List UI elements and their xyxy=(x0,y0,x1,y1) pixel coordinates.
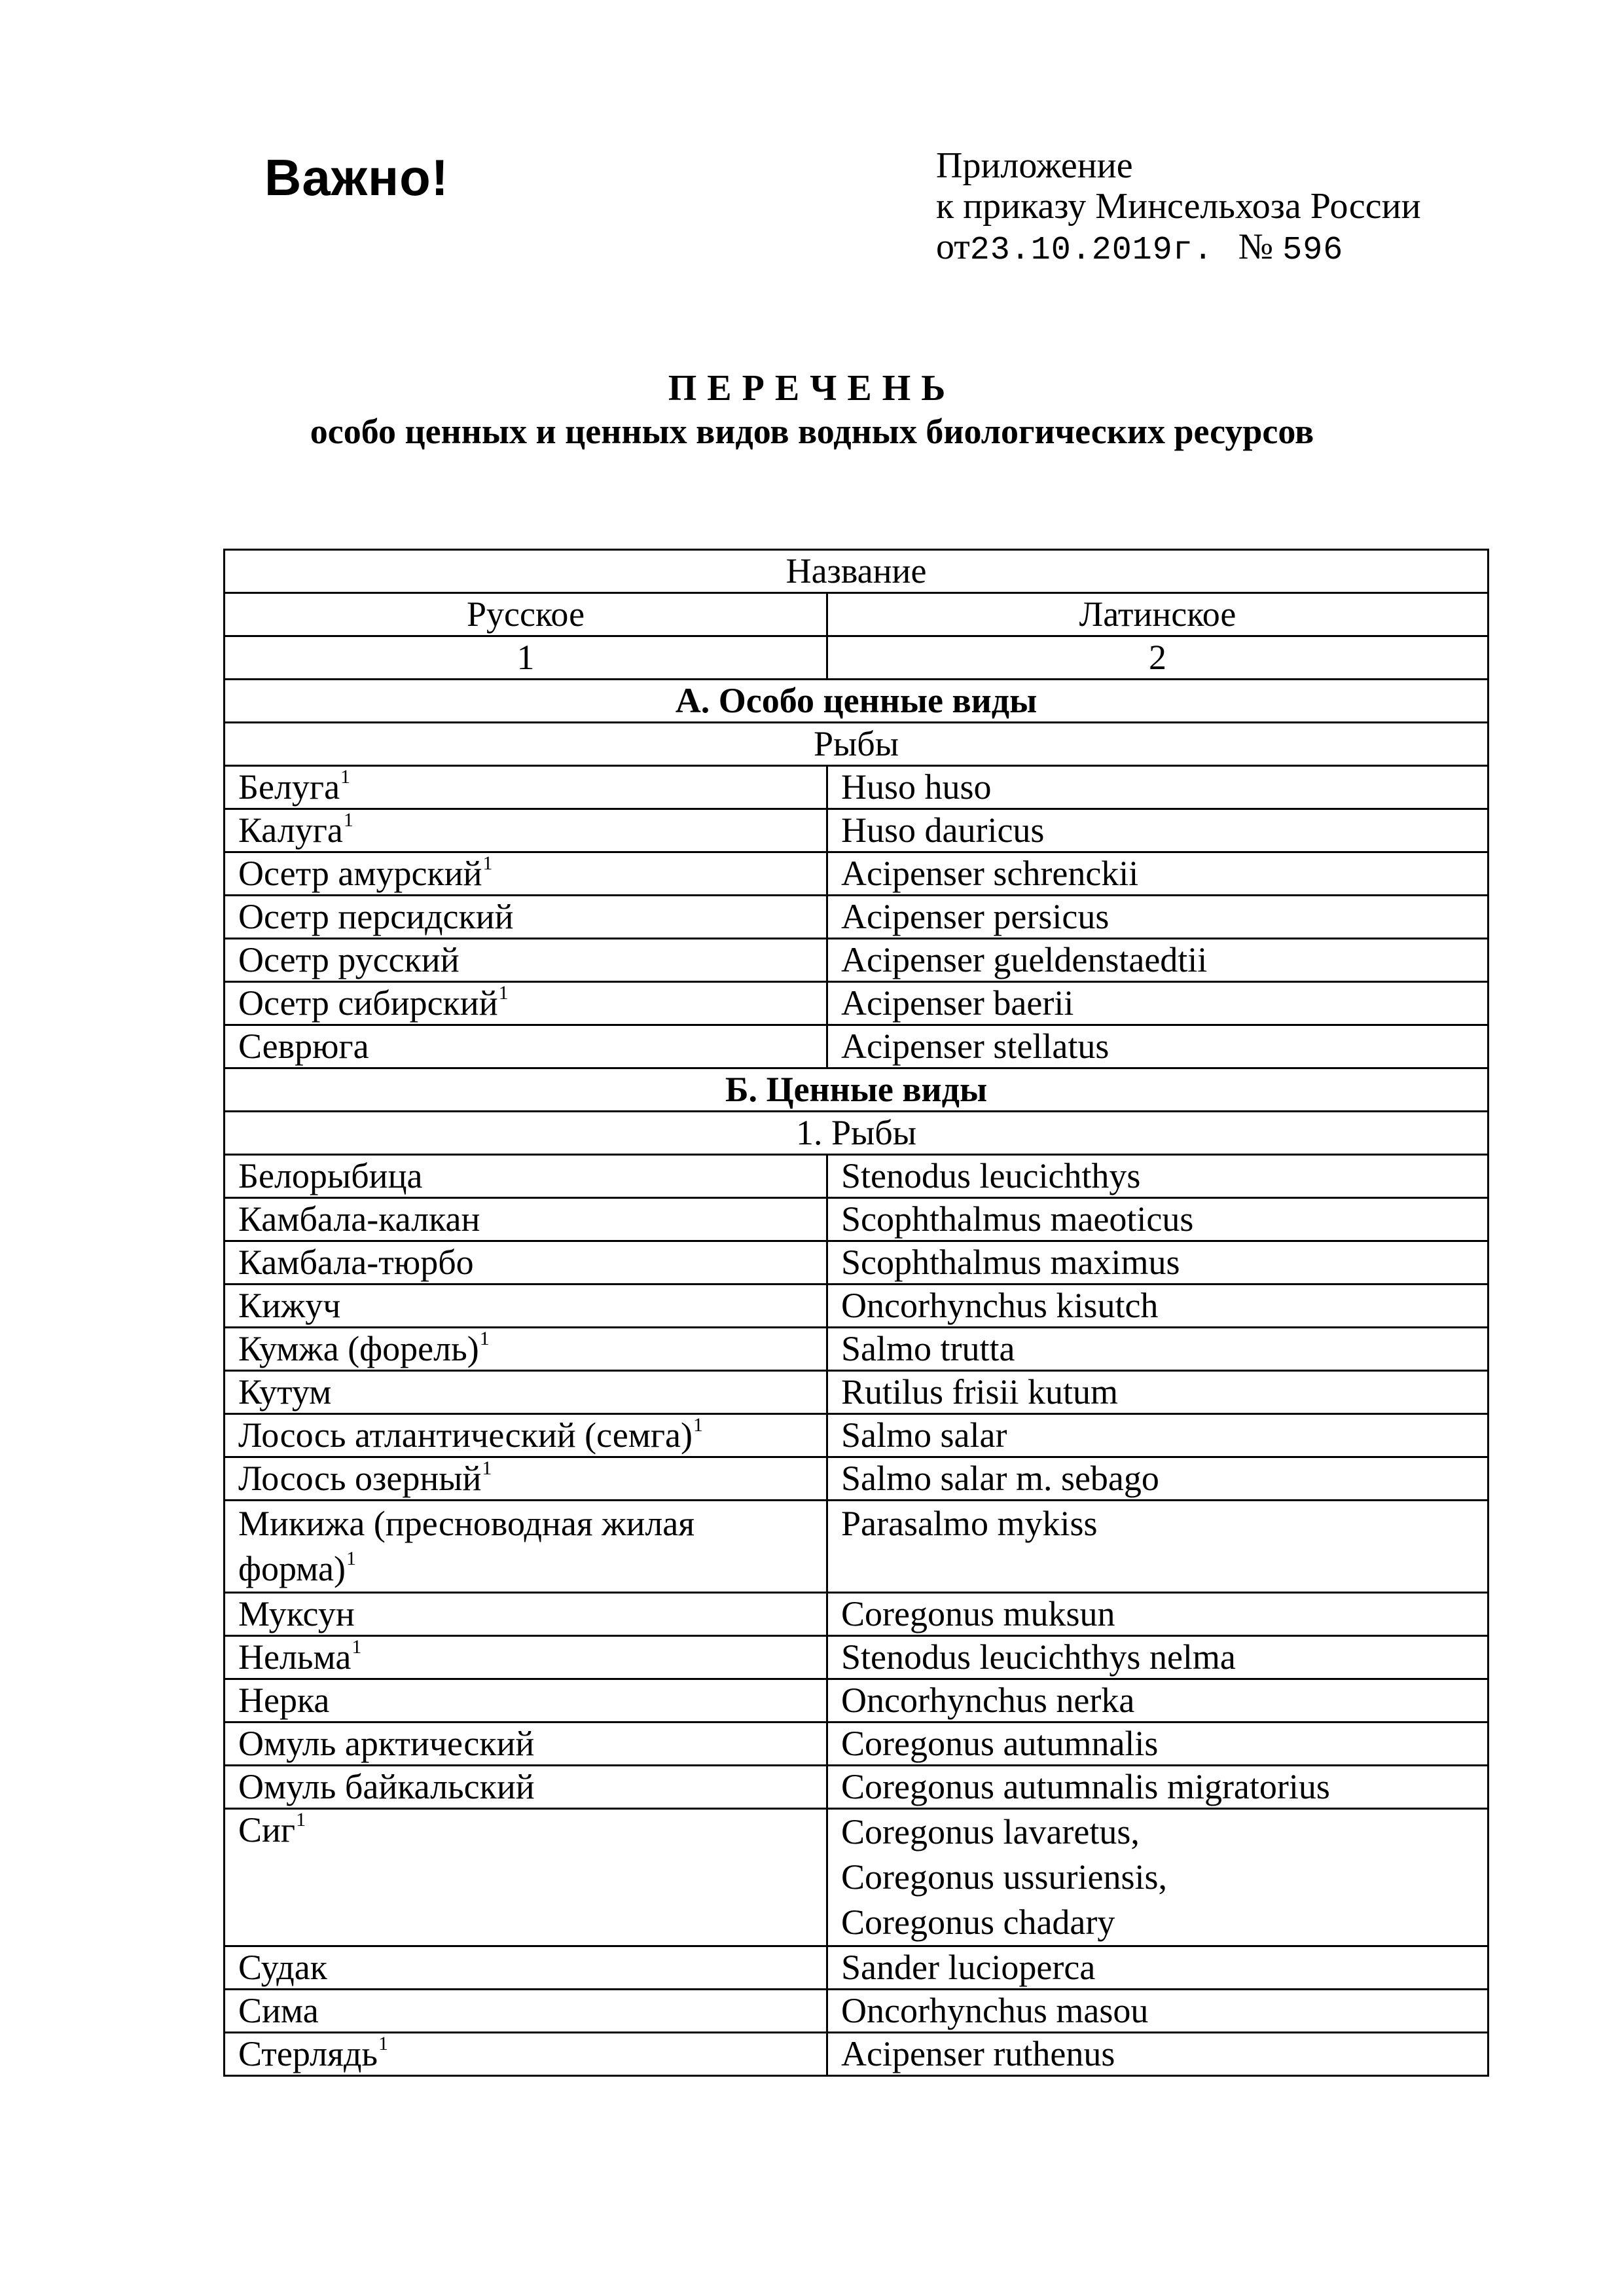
latin-name: Acipenser baerii xyxy=(841,983,1074,1023)
russian-name: Осетр амурский xyxy=(238,854,482,893)
russian-name-cell xyxy=(225,1636,827,1679)
latin-name: Coregonus chadary xyxy=(841,1903,1115,1942)
latin-name-cell xyxy=(827,1457,1489,1501)
latin-name-cell xyxy=(827,1025,1489,1068)
latin-name: Acipenser persicus xyxy=(841,897,1110,936)
russian-name-cell xyxy=(225,896,827,939)
order-number: 596 xyxy=(1282,232,1344,269)
species-row xyxy=(225,1766,1489,1809)
footnote-marker: 1 xyxy=(498,982,509,1004)
russian-name: Лосось атлантический (семга) xyxy=(238,1415,693,1455)
latin-name-cell xyxy=(827,1328,1489,1371)
footnote-marker: 1 xyxy=(482,1457,492,1479)
latin-name-cell xyxy=(827,1990,1489,2033)
species-row xyxy=(225,1155,1489,1198)
latin-name: Stenodus leucichthys xyxy=(841,1156,1141,1195)
russian-name-cell xyxy=(225,1371,827,1414)
latin-name: Coregonus ussuriensis, xyxy=(841,1857,1167,1897)
latin-name: Parasalmo mykiss xyxy=(841,1504,1098,1543)
section-b-title-row xyxy=(225,1068,1489,1112)
russian-name: Микижа (пресноводная жилая форма) xyxy=(238,1504,695,1588)
appendix-line-1: Приложение xyxy=(936,145,1133,186)
russian-name: Осетр русский xyxy=(238,940,460,979)
russian-name-cell xyxy=(225,1722,827,1766)
latin-name-cell xyxy=(827,1241,1489,1285)
species-row xyxy=(225,1679,1489,1722)
latin-name-cell xyxy=(827,1809,1489,1946)
species-row xyxy=(225,1414,1489,1457)
russian-name: Камбала-тюрбо xyxy=(238,1243,474,1282)
latin-name: Huso dauricus xyxy=(841,811,1045,850)
footnote-marker: 1 xyxy=(346,1548,356,1569)
header-russian: Русское xyxy=(225,593,827,636)
order-date: 23.10.2019г. xyxy=(969,232,1214,269)
russian-name: Стерлядь xyxy=(238,2034,378,2073)
footnote-marker: 1 xyxy=(352,1636,362,1658)
russian-name: Осетр сибирский xyxy=(238,983,498,1023)
russian-name: Осетр персидский xyxy=(238,897,514,936)
latin-name: Oncorhynchus masou xyxy=(841,1991,1149,2030)
number-sign: № xyxy=(1238,227,1274,267)
species-row xyxy=(225,939,1489,982)
russian-name: Муксун xyxy=(238,1594,355,1633)
russian-name: Белуга xyxy=(238,767,340,807)
footnote-marker: 1 xyxy=(340,766,351,788)
latin-name: Coregonus autumnalis xyxy=(841,1724,1159,1763)
russian-name-cell xyxy=(225,1285,827,1328)
species-row xyxy=(225,1501,1489,1593)
russian-name: Белорыбица xyxy=(238,1156,423,1195)
latin-name: Salmo salar m. sebago xyxy=(841,1459,1159,1498)
latin-name: Stenodus leucichthys nelma xyxy=(841,1637,1236,1677)
russian-name-cell xyxy=(225,1593,827,1636)
footnote-marker: 1 xyxy=(693,1414,703,1436)
latin-name: Acipenser stellatus xyxy=(841,1027,1110,1066)
document-subtitle: особо ценных и ценных видов водных биологических ресурсов xyxy=(310,412,1314,451)
russian-name: Кижуч xyxy=(238,1286,341,1325)
russian-name-cell xyxy=(225,2033,827,2076)
species-row xyxy=(225,1025,1489,1068)
species-row xyxy=(225,1722,1489,1766)
latin-name: Huso huso xyxy=(841,767,992,807)
species-row xyxy=(225,2033,1489,2076)
header-col2-number: 2 xyxy=(827,636,1489,680)
latin-name-cell xyxy=(827,1414,1489,1457)
species-row xyxy=(225,766,1489,809)
appendix-line-2: к приказу Минсельхоза России xyxy=(936,186,1421,227)
section-b-group: 1. Рыбы xyxy=(225,1112,1489,1155)
section-b-title: Б. Ценные виды xyxy=(225,1068,1489,1112)
species-row xyxy=(225,1457,1489,1501)
russian-name: Омуль арктический xyxy=(238,1724,535,1763)
latin-name-cell xyxy=(827,982,1489,1025)
species-row xyxy=(225,1328,1489,1371)
important-stamp: Важно! xyxy=(264,149,449,206)
russian-name: Нерка xyxy=(238,1681,330,1720)
russian-name: Калуга xyxy=(238,811,343,850)
latin-name-cell xyxy=(827,1636,1489,1679)
header-name: Название xyxy=(225,550,1489,593)
species-row xyxy=(225,896,1489,939)
footnote-marker: 1 xyxy=(296,1809,306,1831)
latin-name: Acipenser schrenckii xyxy=(841,854,1139,893)
latin-name-cell xyxy=(827,2033,1489,2076)
appendix-date-line xyxy=(936,227,1421,271)
latin-name: Coregonus muksun xyxy=(841,1594,1115,1633)
russian-name-cell xyxy=(225,1241,827,1285)
russian-name-cell xyxy=(225,1946,827,1990)
latin-name-cell xyxy=(827,896,1489,939)
latin-name-cell xyxy=(827,1593,1489,1636)
latin-name: Sander lucioperca xyxy=(841,1948,1096,1987)
russian-name: Сиг xyxy=(238,1810,296,1850)
section-a-title: А. Особо ценные виды xyxy=(225,680,1489,723)
russian-name: Лосось озерный xyxy=(238,1459,482,1498)
section-a-group-row xyxy=(225,723,1489,766)
latin-name-cell xyxy=(827,1766,1489,1809)
section-a-title-row xyxy=(225,680,1489,723)
russian-name-cell xyxy=(225,1501,827,1593)
latin-name-cell xyxy=(827,1501,1489,1593)
russian-name-cell xyxy=(225,1155,827,1198)
russian-name: Омуль байкальский xyxy=(238,1767,535,1806)
latin-name: Oncorhynchus nerka xyxy=(841,1681,1135,1720)
latin-name-cell xyxy=(827,852,1489,896)
header-col1-number: 1 xyxy=(225,636,827,680)
russian-name-cell xyxy=(225,1809,827,1946)
russian-name: Сима xyxy=(238,1991,319,2030)
species-row xyxy=(225,1990,1489,2033)
species-row xyxy=(225,1285,1489,1328)
species-row xyxy=(225,1241,1489,1285)
species-row xyxy=(225,852,1489,896)
latin-name-cell xyxy=(827,1285,1489,1328)
species-row xyxy=(225,1593,1489,1636)
latin-name-cell xyxy=(827,809,1489,852)
latin-name-cell xyxy=(827,1946,1489,1990)
footnote-marker: 1 xyxy=(482,852,493,874)
russian-name-cell xyxy=(225,1025,827,1068)
russian-name-cell xyxy=(225,766,827,809)
species-row xyxy=(225,1946,1489,1990)
footnote-marker: 1 xyxy=(343,809,353,831)
species-row xyxy=(225,1371,1489,1414)
latin-name: Scophthalmus maximus xyxy=(841,1243,1180,1282)
russian-name: Нельма xyxy=(238,1637,352,1677)
appendix-block xyxy=(936,145,1421,271)
russian-name-cell xyxy=(225,1766,827,1809)
latin-name: Coregonus autumnalis migratorius xyxy=(841,1767,1330,1806)
latin-name: Acipenser ruthenus xyxy=(841,2034,1115,2073)
latin-name-cell xyxy=(827,939,1489,982)
russian-name-cell xyxy=(225,1414,827,1457)
russian-name-cell xyxy=(225,1328,827,1371)
russian-name: Судак xyxy=(238,1948,327,1987)
latin-name: Scophthalmus maeoticus xyxy=(841,1199,1194,1239)
russian-name-cell xyxy=(225,852,827,896)
russian-name: Кутум xyxy=(238,1372,332,1412)
latin-name: Salmo trutta xyxy=(841,1329,1015,1368)
header-row-numbers xyxy=(225,636,1489,680)
latin-name-cell xyxy=(827,1198,1489,1241)
species-row xyxy=(225,1636,1489,1679)
russian-name-cell xyxy=(225,1457,827,1501)
russian-name-cell xyxy=(225,809,827,852)
species-table xyxy=(223,549,1489,2077)
russian-name-cell xyxy=(225,1679,827,1722)
russian-name: Севрюга xyxy=(238,1027,369,1066)
russian-name-cell xyxy=(225,982,827,1025)
russian-name-cell xyxy=(225,939,827,982)
latin-name: Coregonus lavaretus, xyxy=(841,1812,1140,1851)
footnote-marker: 1 xyxy=(378,2033,389,2054)
header-row-languages xyxy=(225,593,1489,636)
russian-name-cell xyxy=(225,1198,827,1241)
species-row xyxy=(225,1809,1489,1946)
document-title: ПЕРЕЧЕНЬ xyxy=(668,368,956,409)
date-prefix: от xyxy=(936,227,970,267)
header-row-name xyxy=(225,550,1489,593)
footnote-marker: 1 xyxy=(479,1328,490,1349)
section-b-group-row xyxy=(225,1112,1489,1155)
species-row xyxy=(225,809,1489,852)
header-latin: Латинское xyxy=(827,593,1489,636)
latin-name: Salmo salar xyxy=(841,1415,1007,1455)
species-row xyxy=(225,982,1489,1025)
latin-name: Rutilus frisii kutum xyxy=(841,1372,1119,1412)
russian-name: Кумжа (форель) xyxy=(238,1329,479,1368)
latin-name-cell xyxy=(827,1155,1489,1198)
russian-name: Камбала-калкан xyxy=(238,1199,480,1239)
latin-name: Acipenser gueldenstaedtii xyxy=(841,940,1208,979)
latin-name-cell xyxy=(827,766,1489,809)
latin-name-cell xyxy=(827,1371,1489,1414)
latin-name-cell xyxy=(827,1679,1489,1722)
section-a-group: Рыбы xyxy=(225,723,1489,766)
latin-name-cell xyxy=(827,1722,1489,1766)
latin-name: Oncorhynchus kisutch xyxy=(841,1286,1159,1325)
species-row xyxy=(225,1198,1489,1241)
russian-name-cell xyxy=(225,1990,827,2033)
